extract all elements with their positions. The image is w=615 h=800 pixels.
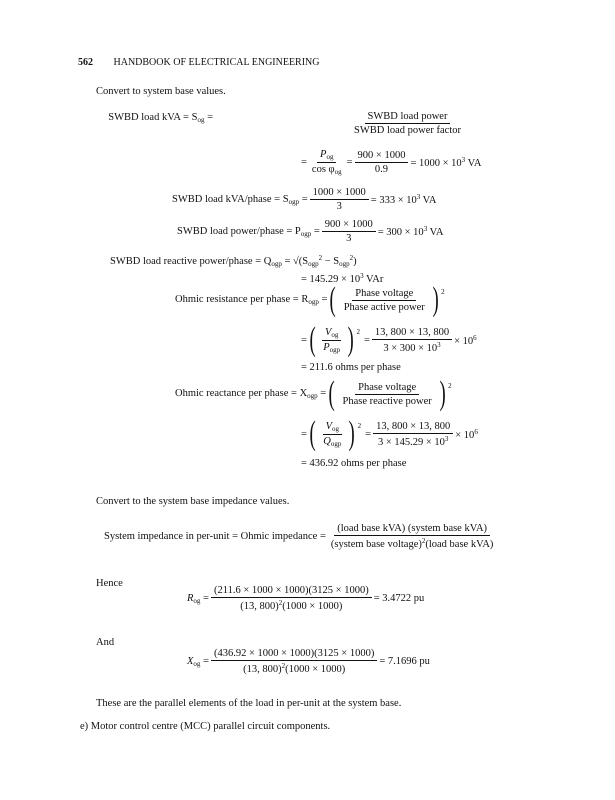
eq-rog: $R_{og}$ = $\frac{(211.6 \times 1000 \times 1000)(3125 \times 1000)}{(13, 800)^2(1000 \times 1000)}$ = 3.4722 pu [187, 585, 425, 612]
intro-text: Convert to system base values. [96, 86, 226, 97]
eq-system-impedance: System impedance in per-unit = Ohmic impedance = $\frac{\text{(load base kVA) (system base kVA)}}{(system base voltage)^2(load base kVA)}$ [104, 523, 494, 550]
and-text: And [96, 637, 115, 648]
eq-swbd-load-kva-frac: $\frac{\text{SWBD load power}}{\text{SWBD load power factor}}$ [354, 111, 462, 136]
eq-reactive-power-per-phase: SWBD load reactive power/phase = $Q_{ogp} = √(S_{ogp}^2 - S_{ogp}^2)$ [110, 254, 357, 268]
eq-ohmic-reactance: Ohmic reactance per phase = $X_{ogp}$ = ( $\frac{\text{Phase voltage}}{\text{Phase reactive power}}$ ) $^2$ [175, 375, 452, 412]
running-header [78, 57, 320, 68]
eq-swbd-load-kva-lhs: SWBD load kVA = $S_{og}$ = [108, 112, 213, 124]
item-e-text: e) Motor control centre (MCC) parallel circuit components. [80, 721, 331, 732]
eq-reactive-power-value: = $145.29 \times 10^3$ VAr [301, 272, 384, 285]
eq-power-per-phase: SWBD load power/phase = $P_{ogp}$ = $\frac{900 \times 1000}{3}$ = $300 \times 10^3$ VA [177, 219, 444, 244]
eq-resistance-calc: = ( $\frac{V_{og}}{P_{ogp}}$ ) $^2$ = $\frac{13, 800 \times 13, 800}{3 \times 300 \times 10^3}$ × $10^6$ [301, 321, 477, 358]
eq-xog: $X_{og}$ = $\frac{(436.92 \times 1000 \times 1000)(3125 \times 1000)}{(13, 800)^2(1000 \times 1000)}$ = 7.1696 pu [187, 648, 430, 675]
eq-swbd-load-kva [218, 110, 223, 121]
eq-reactance-result: = 436.92 ohms per phase [301, 458, 407, 469]
eq-reactance-calc: = ( $\frac{V_{og}}{Q_{ogp}}$ ) $^2$ = $\frac{13, 800 \times 13, 800}{3 \times 145.29 \times 10^3}$ × $10^6$ [301, 415, 478, 452]
eq-kva-per-phase: SWBD load kVA/phase = $S_{ogp}$ = $\frac{1000 \times 1000}{3}$ = $333 \times 10^3$ VA [172, 187, 437, 212]
hence-text: Hence [96, 578, 123, 589]
eq-ohmic-resistance: Ohmic resistance per phase = $R_{ogp}$ = ( $\frac{\text{Phase voltage}}{\text{Phase active power}}$ ) $^2$ [175, 281, 445, 318]
eq-kva-calc: = $\frac{P_{og}}{\cos \varphi_{og}}$ = $\frac{900 \times 1000}{0.9}$ = $1000 \times 10^3$ VA [301, 149, 482, 176]
convert-impedance-text: Convert to the system base impedance values. [96, 496, 290, 507]
eq-resistance-result: = 211.6 ohms per phase [301, 362, 401, 373]
running-title: HANDBOOK OF ELECTRICAL ENGINEERING [113, 57, 320, 68]
closing-text: These are the parallel elements of the load in per-unit at the system base. [96, 698, 402, 709]
page-number: 562 [78, 57, 93, 68]
